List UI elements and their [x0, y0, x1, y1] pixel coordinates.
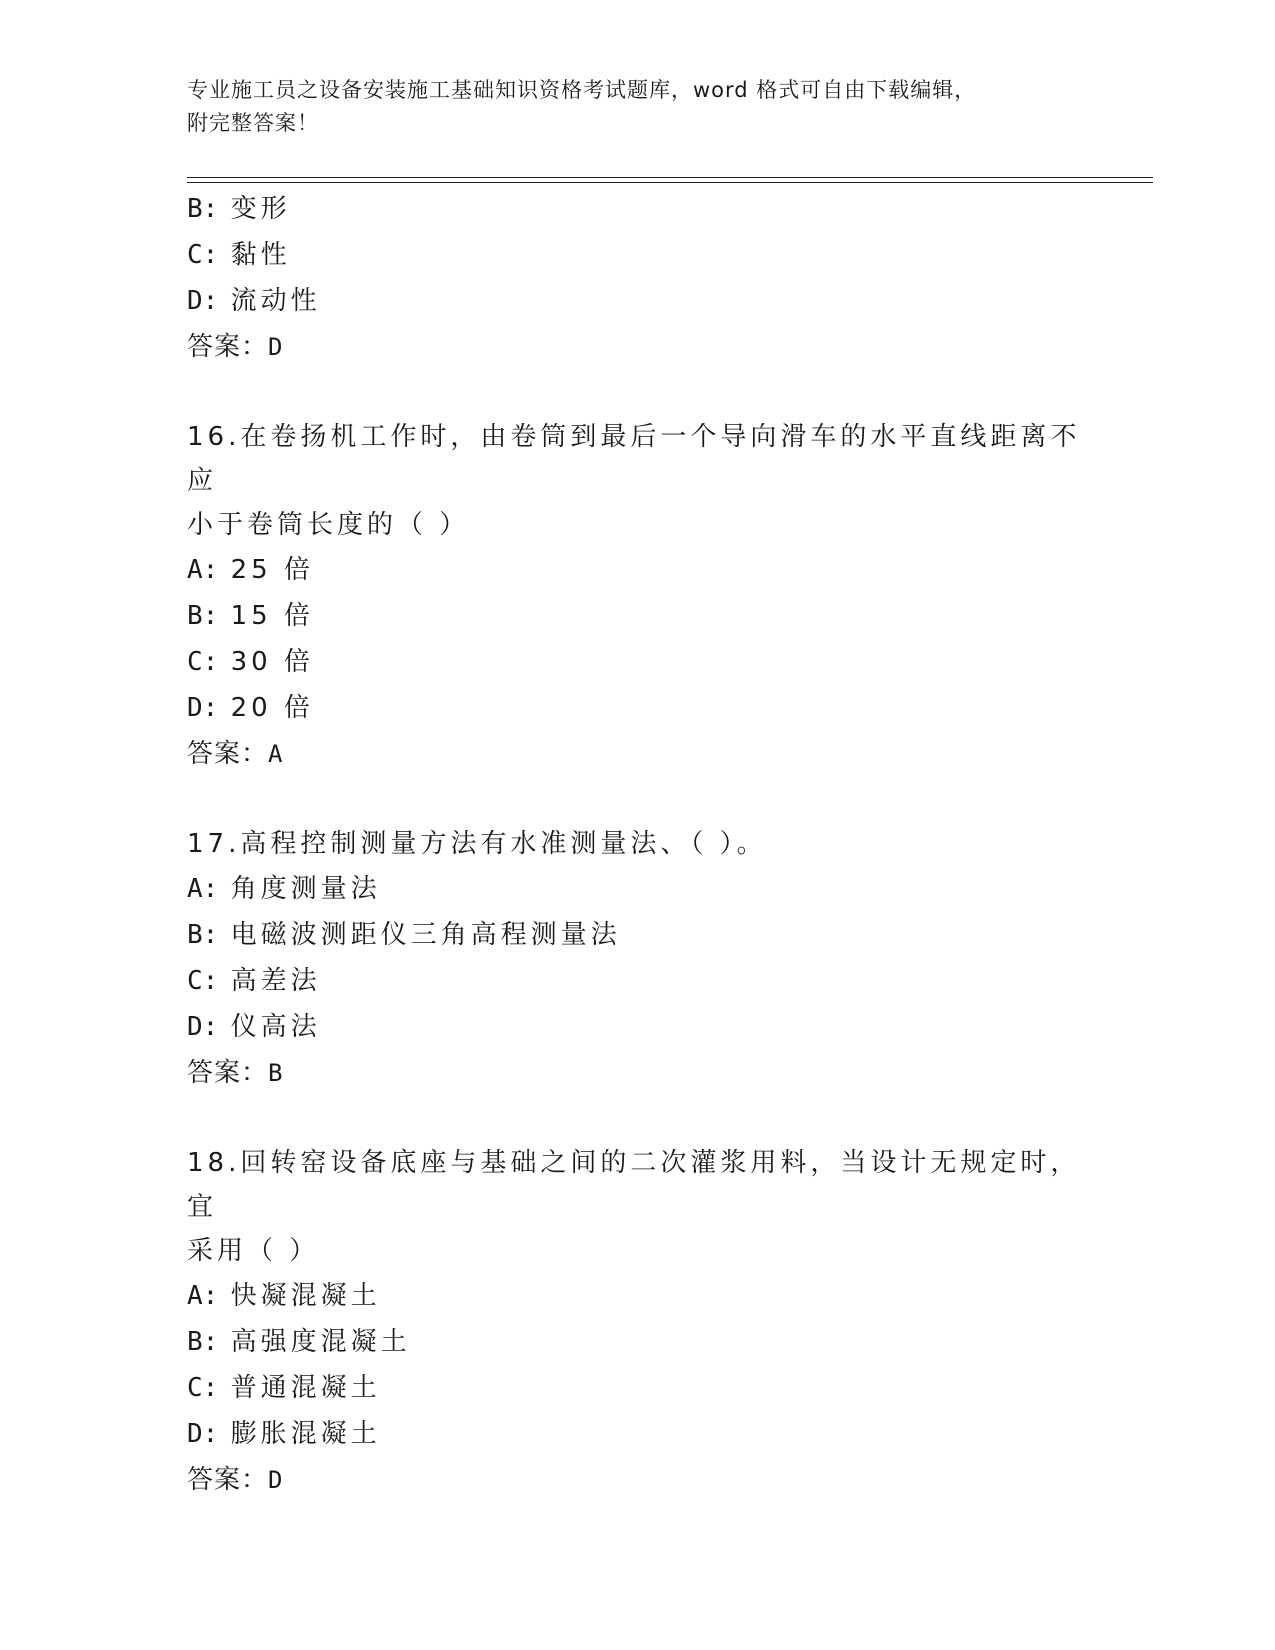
- answer-line: [187, 324, 1087, 370]
- option-a: [187, 547, 1087, 593]
- answer-line: [187, 731, 1087, 777]
- option-text: 15 倍: [230, 601, 314, 631]
- option-d: [187, 1004, 1087, 1050]
- answer-line: [187, 1457, 1087, 1503]
- option-text: 快凝混凝土: [230, 1281, 381, 1311]
- question-16: [187, 415, 1087, 777]
- option-label: A:: [187, 874, 219, 904]
- option-label: D:: [187, 1419, 219, 1449]
- header-divider-bottom: [187, 182, 1153, 183]
- option-text: 高差法: [230, 966, 321, 996]
- question-stem-line-2: 采用（ ）: [187, 1236, 320, 1266]
- question-number: 16.: [187, 422, 241, 452]
- header-divider-top: [187, 177, 1153, 178]
- question-stem-line-1: 高程控制测量方法有水准测量法、（ ）。: [240, 829, 767, 859]
- option-a: [187, 866, 1087, 912]
- answer-value: A: [268, 740, 284, 768]
- option-c: [187, 958, 1087, 1004]
- option-c: [187, 1365, 1087, 1411]
- option-label: C:: [187, 240, 219, 270]
- question-18: [187, 1141, 1087, 1503]
- option-d: [187, 278, 1087, 324]
- answer-value: D: [268, 333, 284, 361]
- header-line-1: 专业施工员之设备安装施工基础知识资格考试题库，word 格式可自由下载编辑，: [187, 78, 977, 102]
- option-label: A:: [187, 555, 219, 585]
- option-label: C:: [187, 966, 219, 996]
- option-text: 高强度混凝土: [230, 1327, 411, 1357]
- option-text: 黏性: [230, 240, 291, 270]
- option-label: A:: [187, 1281, 219, 1311]
- answer-value: B: [268, 1059, 284, 1087]
- header-line-2: 附完整答案！: [187, 111, 319, 135]
- question-17: [187, 822, 1087, 1096]
- option-text: 膨胀混凝土: [230, 1419, 381, 1449]
- question-stem-line-2: 小于卷筒长度的（ ）: [187, 510, 470, 540]
- option-text: 电磁波测距仪三角高程测量法: [230, 920, 621, 950]
- option-a: [187, 1273, 1087, 1319]
- option-label: D:: [187, 1012, 219, 1042]
- option-c: [187, 639, 1087, 685]
- option-text: 变形: [230, 194, 291, 224]
- option-text: 仪高法: [230, 1012, 321, 1042]
- option-label: B:: [187, 920, 219, 950]
- question-stem: [187, 415, 1087, 547]
- question-stem-line-1: 回转窑设备底座与基础之间的二次灌浆用料，当设计无规定时，宜: [187, 1148, 1081, 1222]
- option-d: [187, 1411, 1087, 1457]
- option-label: C:: [187, 1373, 219, 1403]
- answer-label: 答案：: [187, 739, 269, 769]
- option-label: B:: [187, 194, 219, 224]
- question-number: 17.: [187, 829, 241, 859]
- option-b: [187, 186, 1087, 232]
- option-text: 流动性: [230, 286, 321, 316]
- option-label: D:: [187, 286, 219, 316]
- option-b: [187, 912, 1087, 958]
- question-stem: [187, 1141, 1087, 1273]
- option-d: [187, 685, 1087, 731]
- option-label: B:: [187, 1327, 219, 1357]
- option-text: 普通混凝土: [230, 1373, 381, 1403]
- question-stem: [187, 822, 1087, 866]
- partial-question: [187, 186, 1087, 370]
- option-text: 角度测量法: [230, 874, 381, 904]
- answer-label: 答案：: [187, 1058, 269, 1088]
- answer-label: 答案：: [187, 1465, 269, 1495]
- option-b: [187, 593, 1087, 639]
- option-text: 25 倍: [230, 555, 314, 585]
- question-stem-line-1: 在卷扬机工作时，由卷筒到最后一个导向滑车的水平直线距离不应: [187, 422, 1081, 496]
- option-label: C:: [187, 647, 219, 677]
- option-label: D:: [187, 693, 219, 723]
- option-b: [187, 1319, 1087, 1365]
- answer-line: [187, 1050, 1087, 1096]
- option-text: 30 倍: [230, 647, 314, 677]
- document-header: [187, 74, 1087, 140]
- option-label: B:: [187, 601, 219, 631]
- question-content: [187, 186, 1087, 1503]
- option-c: [187, 232, 1087, 278]
- option-text: 20 倍: [230, 693, 314, 723]
- question-number: 18.: [187, 1148, 241, 1178]
- answer-label: 答案：: [187, 332, 269, 362]
- answer-value: D: [268, 1466, 284, 1494]
